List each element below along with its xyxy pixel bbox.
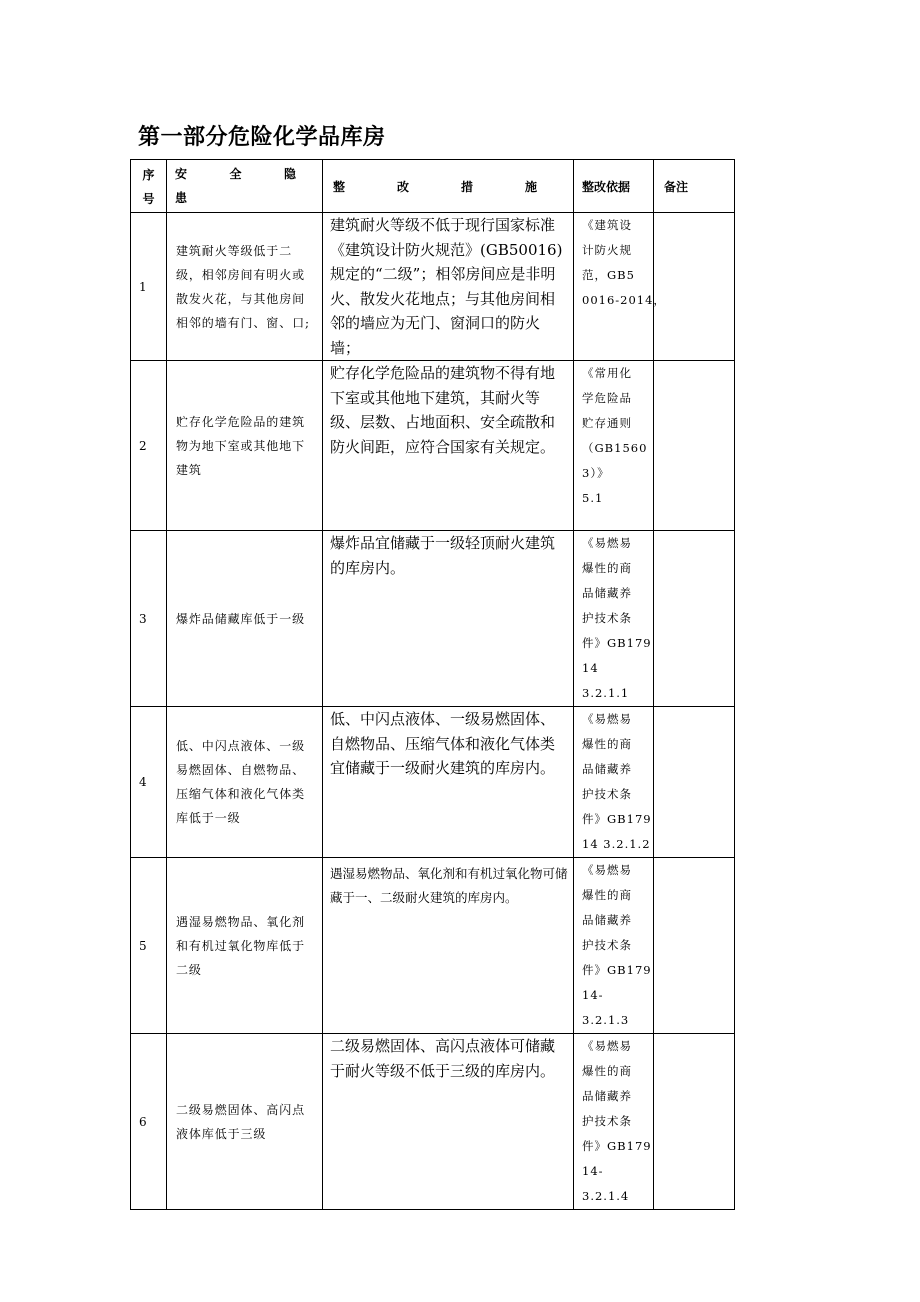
- header-measure: 整 改 措 施: [323, 160, 574, 213]
- hazard-cell: 遇湿易燃物品、氧化剂和有机过氧化物库低于二级: [167, 858, 323, 1034]
- hazard-table: [130, 159, 735, 1210]
- remark-cell: [654, 531, 735, 707]
- basis-cell: 《易燃易 爆性的商 品储藏养 护技术条 件》GB179 14 3.2.1.2: [574, 707, 654, 858]
- table-row: [131, 707, 735, 858]
- basis-cell: 《建筑设 计防火规 范，GB5 0016-2014，: [574, 213, 654, 361]
- row-number: 4: [131, 707, 167, 858]
- measure-cell: 低、中闪点液体、一级易燃固体、自燃物品、压缩气体和液化气体类宜储藏于一级耐火建筑的库房内。: [323, 707, 574, 858]
- basis-cell: 《易燃易 爆性的商 品储藏养 护技术条 件》GB179 14- 3.2.1.4: [574, 1034, 654, 1210]
- remark-cell: [654, 213, 735, 361]
- basis-cell: 《易燃易 爆性的商 品储藏养 护技术条 件》GB179 14 3.2.1.1: [574, 531, 654, 707]
- measure-cell: 二级易燃固体、高闪点液体可储藏于耐火等级不低于三级的库房内。: [323, 1034, 574, 1210]
- table-row: [131, 531, 735, 707]
- measure-cell: 遇湿易燃物品、氧化剂和有机过氧化物可储藏于一、二级耐火建筑的库房内。: [323, 858, 574, 1034]
- remark-cell: [654, 1034, 735, 1210]
- table-row: [131, 213, 735, 361]
- remark-cell: [654, 361, 735, 531]
- row-number: 3: [131, 531, 167, 707]
- page-title: 第一部分危险化学品库房: [138, 125, 386, 150]
- row-number: 1: [131, 213, 167, 361]
- header-remark: 备注: [654, 160, 735, 213]
- hazard-cell: 低、中闪点液体、一级易燃固体、自燃物品、压缩气体和液化气体类库低于一级: [167, 707, 323, 858]
- header-hazard: 安 全 隐 患: [167, 160, 323, 213]
- table-row: [131, 1034, 735, 1210]
- basis-cell: 《常用化 学危险品 贮存通则 （GB1560 3）》 5.1: [574, 361, 654, 531]
- row-number: 2: [131, 361, 167, 531]
- row-number: 6: [131, 1034, 167, 1210]
- table-header-row: [131, 160, 735, 213]
- measure-cell: 贮存化学危险品的建筑物不得有地下室或其他地下建筑，其耐火等级、层数、占地面积、安全疏散和防火间距，应符合国家有关规定。: [323, 361, 574, 531]
- remark-cell: [654, 707, 735, 858]
- basis-cell: 《易燃易 爆性的商 品储藏养 护技术条 件》GB179 14- 3.2.1.3: [574, 858, 654, 1034]
- hazard-cell: 爆炸品储藏库低于一级: [167, 531, 323, 707]
- measure-cell: 建筑耐火等级不低于现行国家标准《建筑设计防火规范》(GB50016)规定的“二级”；相邻房间应是非明火、散发火花地点；与其他房间相邻的墙应为无门、窗洞口的防火墙；: [323, 213, 574, 361]
- hazard-cell: 建筑耐火等级低于二级，相邻房间有明火或散发火花，与其他房间相邻的墙有门、窗、口;: [167, 213, 323, 361]
- table-row: [131, 858, 735, 1034]
- table-row: [131, 361, 735, 531]
- header-seq: 序 号: [131, 160, 167, 213]
- hazard-cell: 贮存化学危险品的建筑物为地下室或其他地下建筑: [167, 361, 323, 531]
- header-basis: 整改依据: [574, 160, 654, 213]
- hazard-cell: 二级易燃固体、高闪点液体库低于三级: [167, 1034, 323, 1210]
- measure-cell: 爆炸品宜储藏于一级轻顶耐火建筑的库房内。: [323, 531, 574, 707]
- row-number: 5: [131, 858, 167, 1034]
- remark-cell: [654, 858, 735, 1034]
